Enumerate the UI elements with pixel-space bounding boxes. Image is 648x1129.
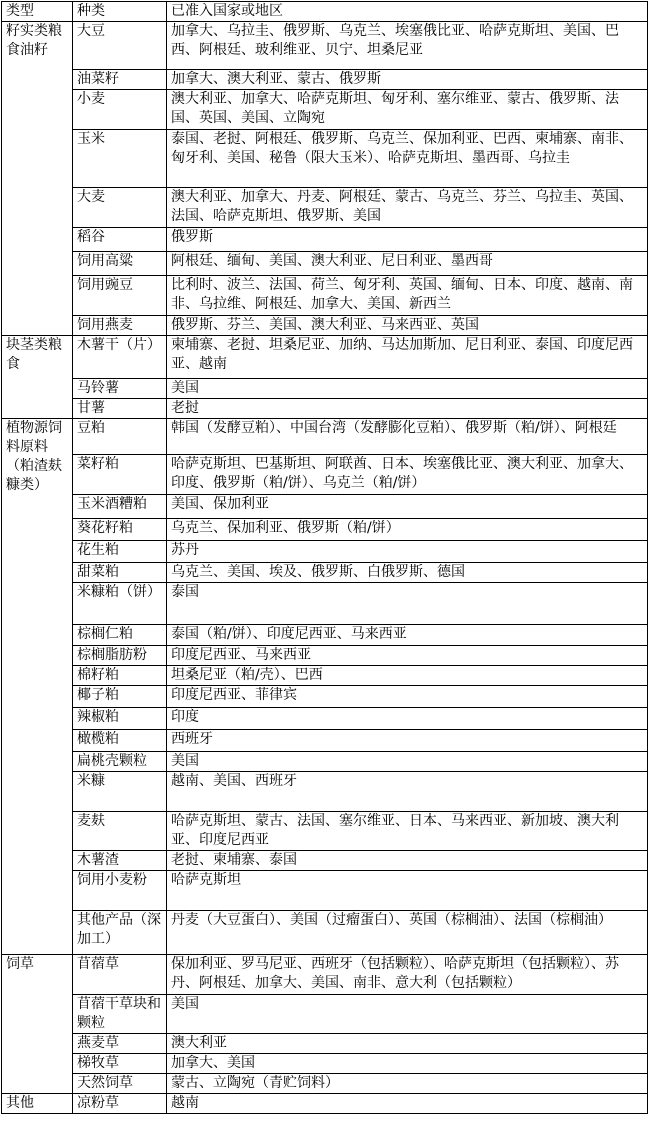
table-row xyxy=(2,276,648,316)
table-row xyxy=(2,252,648,276)
countries-cell: 俄罗斯、芬兰、美国、澳大利亚、马来西亚、英国 xyxy=(167,316,648,336)
header-countries: 已准入国家或地区 xyxy=(167,2,648,22)
table-row xyxy=(2,955,648,995)
variety-cell: 花生粕 xyxy=(73,541,167,563)
countries-cell: 印度尼西亚、马来西亚 xyxy=(167,646,648,666)
table-row xyxy=(2,812,648,851)
table-row xyxy=(2,379,648,399)
variety-cell: 辣椒粕 xyxy=(73,708,167,730)
variety-cell: 橄榄粕 xyxy=(73,730,167,752)
countries-cell: 哈萨克斯坦 xyxy=(167,871,648,911)
variety-cell: 椰子粕 xyxy=(73,686,167,708)
variety-cell: 燕麦草 xyxy=(73,1034,167,1054)
variety-cell: 玉米酒糟粕 xyxy=(73,495,167,519)
category-cell: 植物源饲料原料（粕渣麸糠类） xyxy=(2,419,73,955)
table-row xyxy=(2,188,648,228)
countries-cell: 澳大利亚、加拿大、哈萨克斯坦、匈牙利、塞尔维亚、蒙古、俄罗斯、法国、英国、美国、立陶宛 xyxy=(167,90,648,130)
table-body xyxy=(2,2,648,1114)
variety-cell: 大麦 xyxy=(73,188,167,228)
variety-cell: 饲用高粱 xyxy=(73,252,167,276)
table-row xyxy=(2,646,648,666)
variety-cell: 菜籽粕 xyxy=(73,455,167,495)
countries-cell: 美国、保加利亚 xyxy=(167,495,648,519)
countries-cell: 老挝、柬埔寨、泰国 xyxy=(167,851,648,871)
table-row xyxy=(2,399,648,419)
countries-cell: 蒙古、立陶宛（青贮饲料） xyxy=(167,1074,648,1094)
variety-cell: 天然饲草 xyxy=(73,1074,167,1094)
table-row xyxy=(2,730,648,752)
countries-cell: 美国 xyxy=(167,752,648,772)
variety-cell: 米糠粕（饼） xyxy=(73,583,167,625)
variety-cell: 木薯干（片） xyxy=(73,336,167,379)
variety-cell: 饲用豌豆 xyxy=(73,276,167,316)
countries-cell: 美国 xyxy=(167,379,648,399)
table-row xyxy=(2,1054,648,1074)
countries-cell: 乌克兰、保加利亚、俄罗斯（粕/饼） xyxy=(167,519,648,541)
countries-cell: 丹麦（大豆蛋白）、美国（过瘤蛋白）、英国（棕榈油）、法国（棕榈油） xyxy=(167,911,648,955)
table-row xyxy=(2,419,648,455)
variety-cell: 饲用燕麦 xyxy=(73,316,167,336)
variety-cell: 扁桃壳颗粒 xyxy=(73,752,167,772)
table-row xyxy=(2,541,648,563)
countries-cell: 阿根廷、缅甸、美国、澳大利亚、尼日利亚、墨西哥 xyxy=(167,252,648,276)
table-row xyxy=(2,772,648,812)
variety-cell: 甘薯 xyxy=(73,399,167,419)
table-row xyxy=(2,495,648,519)
variety-cell: 苜蓿草 xyxy=(73,955,167,995)
countries-cell: 柬埔寨、老挝、坦桑尼亚、加纳、马达加斯加、尼日利亚、泰国、印度尼西亚、越南 xyxy=(167,336,648,379)
countries-cell: 哈萨克斯坦、蒙古、法国、塞尔维亚、日本、马来西亚、新加坡、澳大利亚、印度尼西亚 xyxy=(167,812,648,851)
countries-cell: 印度尼西亚、菲律宾 xyxy=(167,686,648,708)
table-row xyxy=(2,70,648,90)
table-row xyxy=(2,871,648,911)
variety-cell: 豆粕 xyxy=(73,419,167,455)
table-row xyxy=(2,316,648,336)
header-variety: 种类 xyxy=(73,2,167,22)
table-row xyxy=(2,1094,648,1114)
variety-cell: 麦麸 xyxy=(73,812,167,851)
table-row xyxy=(2,851,648,871)
table-row xyxy=(2,666,648,686)
countries-cell: 坦桑尼亚（粕/壳）、巴西 xyxy=(167,666,648,686)
variety-cell: 马铃薯 xyxy=(73,379,167,399)
countries-cell: 加拿大、乌拉圭、俄罗斯、乌克兰、埃塞俄比亚、哈萨克斯坦、美国、巴西、阿根廷、玻利维亚、贝宁、坦桑尼亚 xyxy=(167,22,648,70)
variety-cell: 凉粉草 xyxy=(73,1094,167,1114)
countries-cell: 俄罗斯 xyxy=(167,228,648,252)
table-row xyxy=(2,1034,648,1054)
countries-cell: 韩国（发酵豆粕）、中国台湾（发酵膨化豆粕）、俄罗斯（粕/饼）、阿根廷 xyxy=(167,419,648,455)
variety-cell: 木薯渣 xyxy=(73,851,167,871)
table-row xyxy=(2,455,648,495)
header-type: 类型 xyxy=(2,2,73,22)
countries-cell: 加拿大、澳大利亚、蒙古、俄罗斯 xyxy=(167,70,648,90)
countries-cell: 越南、美国、西班牙 xyxy=(167,772,648,812)
countries-cell: 保加利亚、罗马尼亚、西班牙（包括颗粒）、哈萨克斯坦（包括颗粒）、苏丹、阿根廷、加拿大、美国、南非、意大利（包括颗粒） xyxy=(167,955,648,995)
variety-cell: 棕榈仁粕 xyxy=(73,625,167,646)
countries-cell: 加拿大、美国 xyxy=(167,1054,648,1074)
countries-cell: 越南 xyxy=(167,1094,648,1114)
countries-cell: 印度 xyxy=(167,708,648,730)
table-row xyxy=(2,130,648,188)
header-row xyxy=(2,2,648,22)
category-cell: 块茎类粮食 xyxy=(2,336,73,419)
variety-cell: 玉米 xyxy=(73,130,167,188)
table-row xyxy=(2,911,648,955)
table-row xyxy=(2,519,648,541)
countries-cell: 泰国（粕/饼）、印度尼西亚、马来西亚 xyxy=(167,625,648,646)
variety-cell: 油菜籽 xyxy=(73,70,167,90)
category-cell: 饲草 xyxy=(2,955,73,1094)
table-row xyxy=(2,686,648,708)
table-row xyxy=(2,336,648,379)
countries-cell: 美国 xyxy=(167,995,648,1034)
countries-cell: 泰国 xyxy=(167,583,648,625)
table-row xyxy=(2,563,648,583)
countries-cell: 老挝 xyxy=(167,399,648,419)
countries-cell: 苏丹 xyxy=(167,541,648,563)
countries-cell: 比利时、波兰、法国、荷兰、匈牙利、英国、缅甸、日本、印度、越南、南非、乌拉维、阿根廷、加拿大、美国、新西兰 xyxy=(167,276,648,316)
variety-cell: 甜菜粕 xyxy=(73,563,167,583)
variety-cell: 棉籽粕 xyxy=(73,666,167,686)
variety-cell: 其他产品（深加工） xyxy=(73,911,167,955)
countries-cell: 哈萨克斯坦、巴基斯坦、阿联酋、日本、埃塞俄比亚、澳大利亚、加拿大、印度、俄罗斯（粕/饼）、乌克兰（粕/饼） xyxy=(167,455,648,495)
table-row xyxy=(2,228,648,252)
countries-cell: 澳大利亚 xyxy=(167,1034,648,1054)
variety-cell: 大豆 xyxy=(73,22,167,70)
variety-cell: 饲用小麦粉 xyxy=(73,871,167,911)
variety-cell: 稻谷 xyxy=(73,228,167,252)
table-row xyxy=(2,625,648,646)
variety-cell: 苜蓿干草块和颗粒 xyxy=(73,995,167,1034)
variety-cell: 米糠 xyxy=(73,772,167,812)
countries-cell: 泰国、老挝、阿根廷、俄罗斯、乌克兰、保加利亚、巴西、柬埔寨、南非、匈牙利、美国、秘鲁（限大玉米）、哈萨克斯坦、墨西哥、乌拉圭 xyxy=(167,130,648,188)
category-cell: 籽实类粮食油籽 xyxy=(2,22,73,336)
variety-cell: 梯牧草 xyxy=(73,1054,167,1074)
countries-cell: 西班牙 xyxy=(167,730,648,752)
table-row xyxy=(2,90,648,130)
variety-cell: 葵花籽粕 xyxy=(73,519,167,541)
approved-countries-table xyxy=(1,1,648,1114)
table-row xyxy=(2,1074,648,1094)
table-row xyxy=(2,995,648,1034)
countries-cell: 乌克兰、美国、埃及、俄罗斯、白俄罗斯、德国 xyxy=(167,563,648,583)
countries-cell: 澳大利亚、加拿大、丹麦、阿根廷、蒙古、乌克兰、芬兰、乌拉圭、英国、法国、哈萨克斯坦、俄罗斯、美国 xyxy=(167,188,648,228)
category-cell: 其他 xyxy=(2,1094,73,1114)
variety-cell: 棕榈脂肪粉 xyxy=(73,646,167,666)
table-row xyxy=(2,752,648,772)
variety-cell: 小麦 xyxy=(73,90,167,130)
table-row xyxy=(2,22,648,70)
table-row xyxy=(2,708,648,730)
table-row xyxy=(2,583,648,625)
